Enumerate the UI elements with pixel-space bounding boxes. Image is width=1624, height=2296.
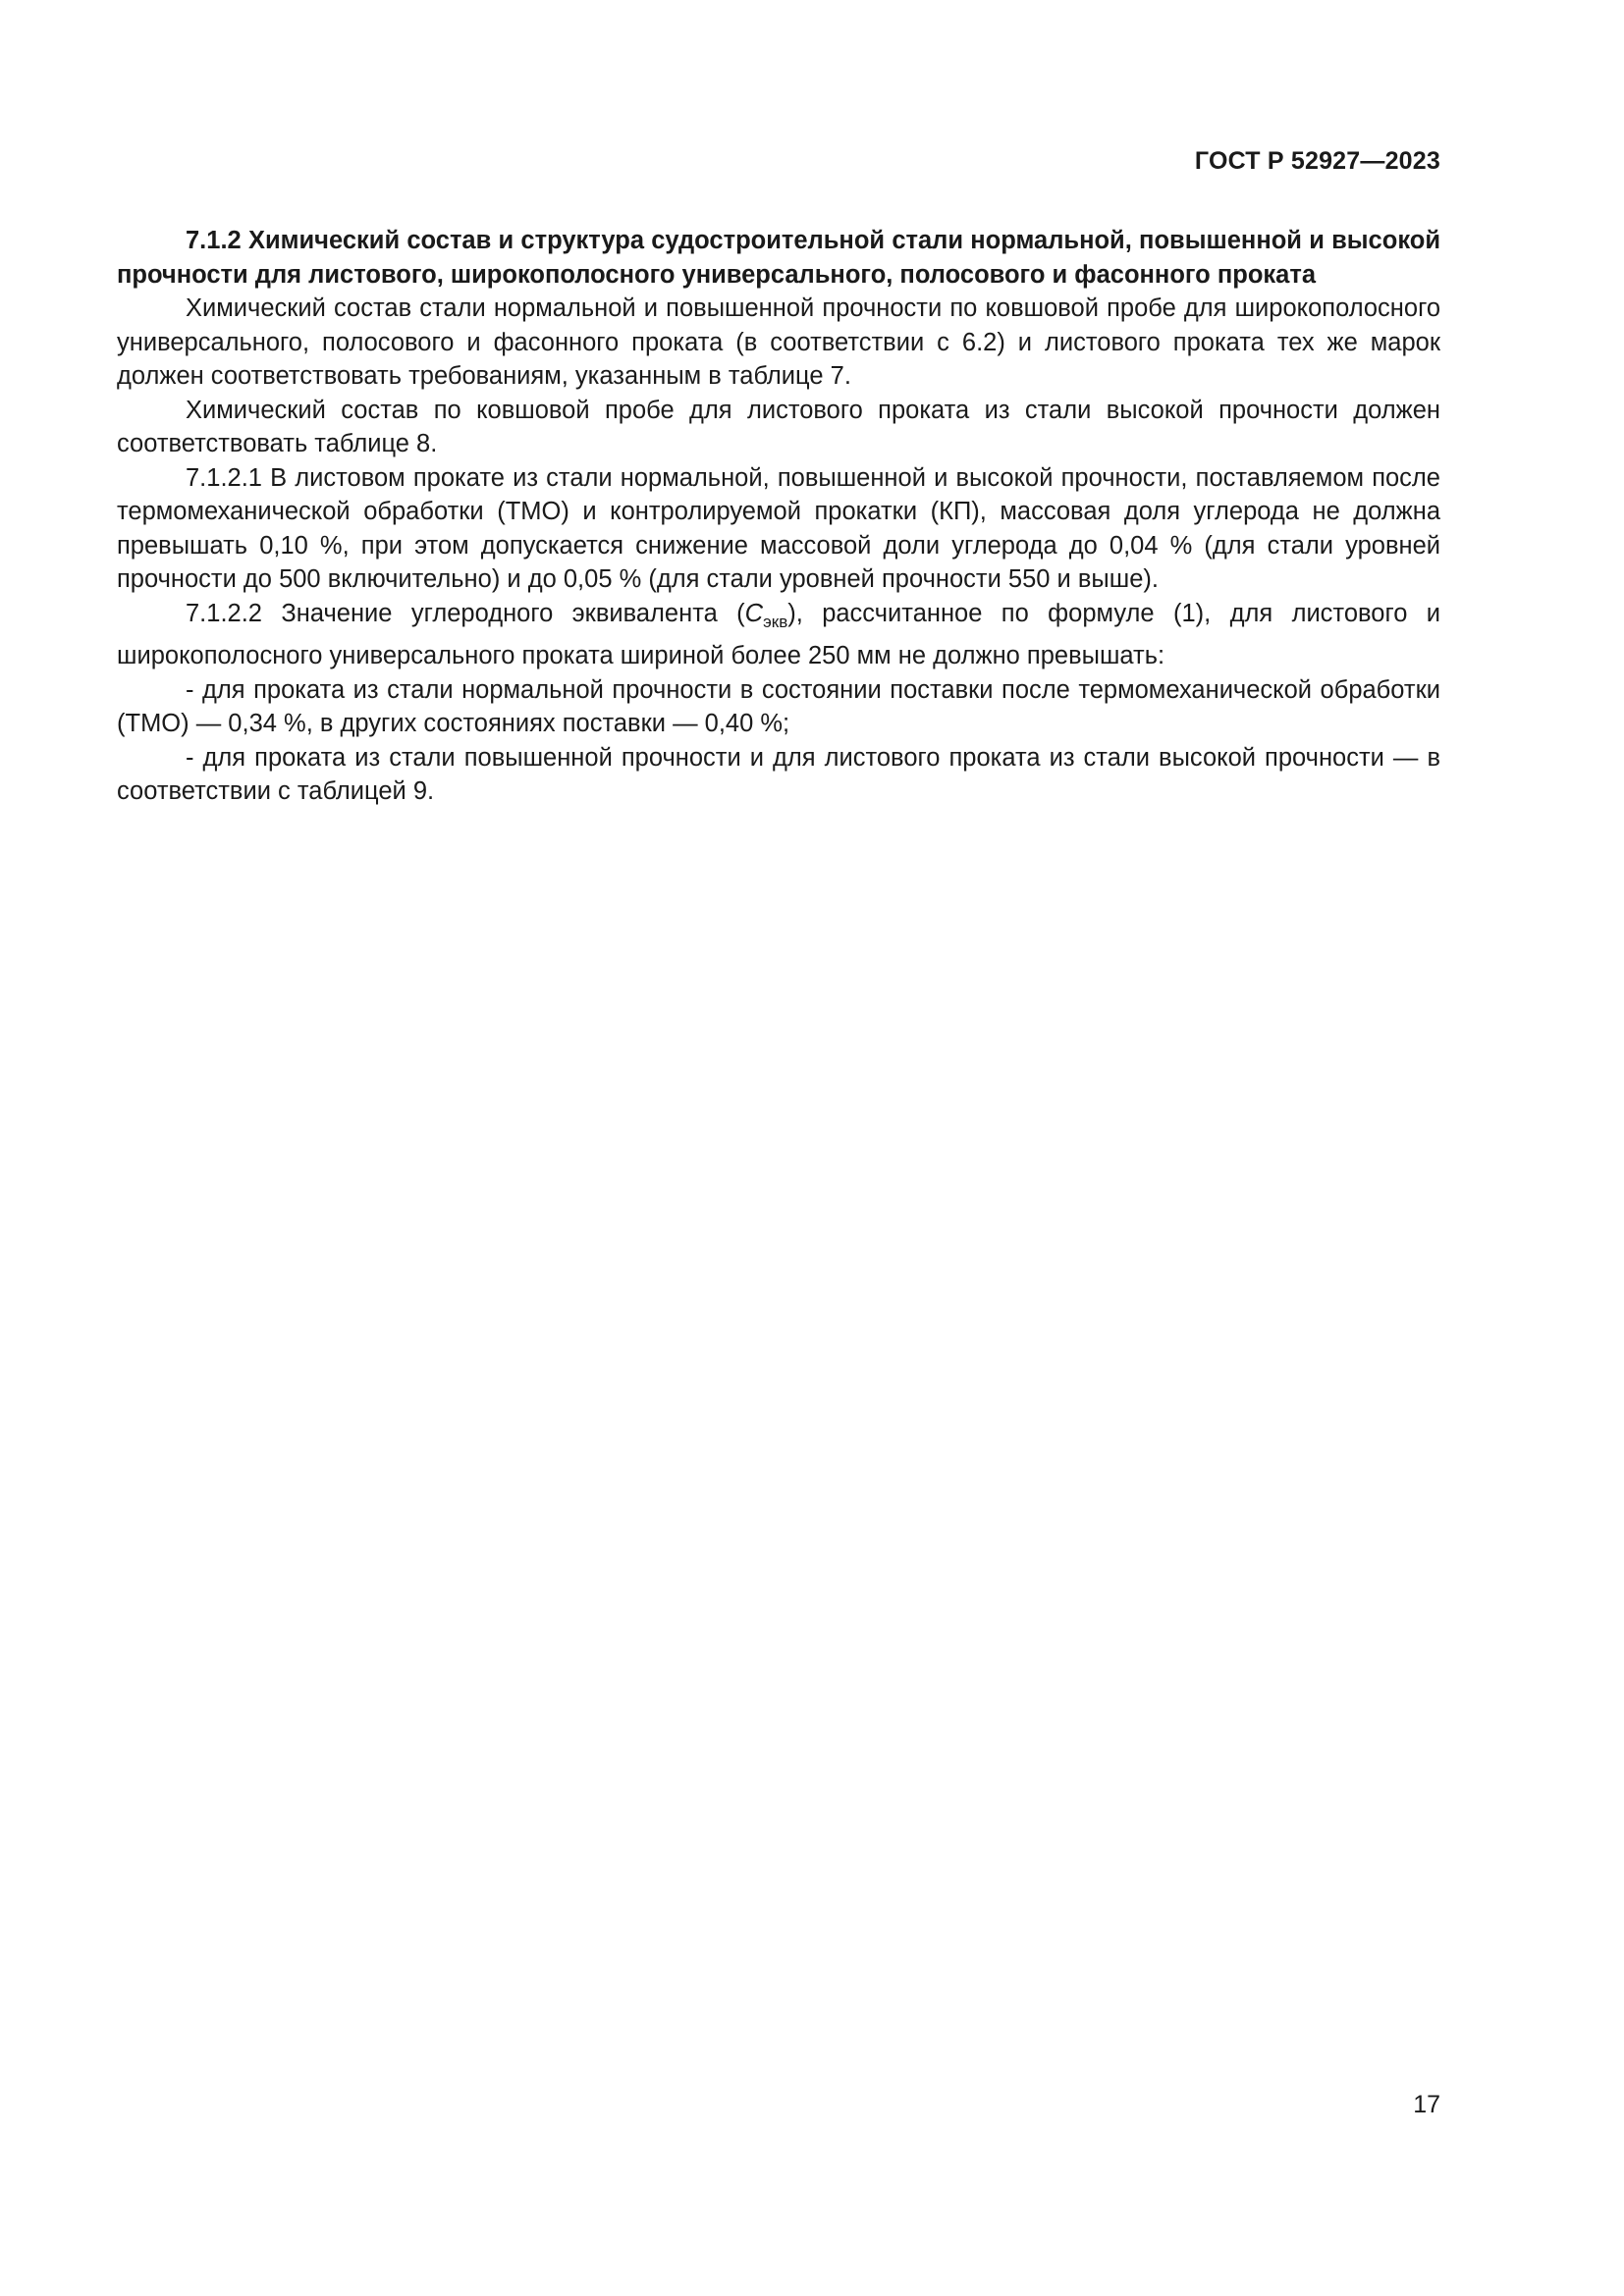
paragraph-high-strength: Химический состав по ковшовой пробе для листового проката из стали высокой прочности должен соответствовать таблице 8. [117, 396, 1440, 457]
document-code-header: ГОСТ Р 52927—2023 [1194, 147, 1440, 175]
paragraph-7-1-2-2-text-end: ), рассчитанное по формуле (1), для листового и широкополосного универсального проката шириной более 250 мм не должно превышать: [117, 599, 1441, 669]
section-heading: 7.1.2 Химический состав и структура судостроительной стали нормальной, повышенной и высокой прочности для листового, широкополосного универсального, полосового и фасонного проката [117, 227, 1440, 289]
carbon-equivalent-subscript: экв [763, 612, 788, 631]
paragraph-7-1-2-2-text-start: 7.1.2.2 Значение углеродного эквивалента ( [186, 599, 745, 627]
carbon-equivalent-symbol: C [744, 599, 764, 627]
document-body [117, 224, 1440, 809]
paragraph-7-1-2-1: 7.1.2.1 В листовом прокате из стали нормальной, повышенной и высокой прочности, поставляемом после термомеханической обработки (ТМО) и контролируемой прокатки (КП), массовая доля углерода не должна превышать 0,10 %, при этом допускается снижение массовой доли углерода до 0,04 % (для стали уровней прочности до 500 включительно) и до 0,05 % (для стали уровней прочности 550 и выше). [117, 463, 1440, 593]
paragraph-7-1-2-2 [117, 597, 1440, 673]
list-item-normal-strength: - для проката из стали нормальной прочности в состоянии поставки после термомеханической обработки (ТМО) — 0,34 %, в других состояниях поставки — 0,40 %; [117, 675, 1440, 737]
page-number: 17 [1413, 2091, 1440, 2118]
paragraph-chemical-composition: Химический состав стали нормальной и повышенной прочности по ковшовой пробе для широкополосного универсального, полосового и фасонного проката (в соответствии с 6.2) и листового проката тех же марок должен соответствовать требованиям, указанным в таблице 7. [117, 294, 1440, 390]
list-item-increased-strength: - для проката из стали повышенной прочности и для листового проката из стали высокой прочности — в соответствии с таблицей 9. [117, 743, 1440, 805]
